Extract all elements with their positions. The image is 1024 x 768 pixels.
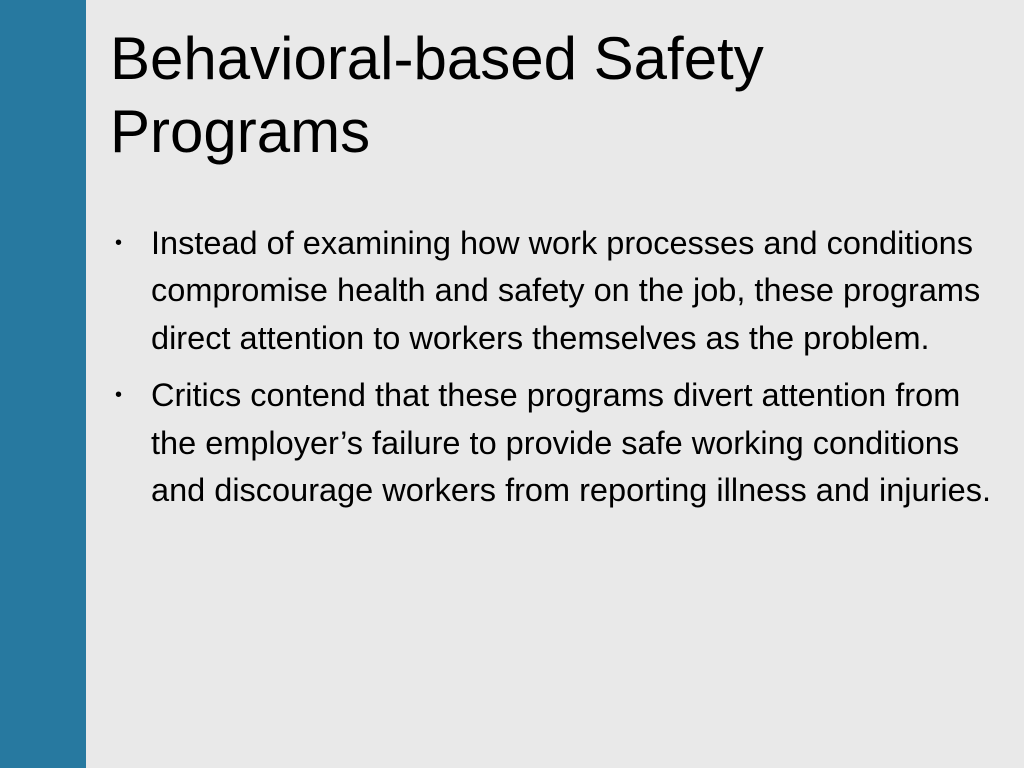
- bullet-icon: •: [115, 232, 123, 254]
- bullet-item: [110, 220, 1010, 362]
- bullet-text: Critics contend that these programs divert attention from the employer’s failure to provide safe working conditions and discourage workers from reporting illness and injuries.: [151, 377, 991, 509]
- slide-title: Behavioral-based Safety Programs: [110, 25, 764, 166]
- bullet-icon: •: [115, 384, 123, 407]
- bullet-list: [110, 220, 1010, 525]
- bullet-text: Instead of examining how work processes and conditions compromise health and safety on the job, these programs direct attention to workers themselves as the problem.: [151, 225, 981, 356]
- accent-side-bar: [0, 0, 86, 768]
- bullet-item: [110, 372, 1010, 514]
